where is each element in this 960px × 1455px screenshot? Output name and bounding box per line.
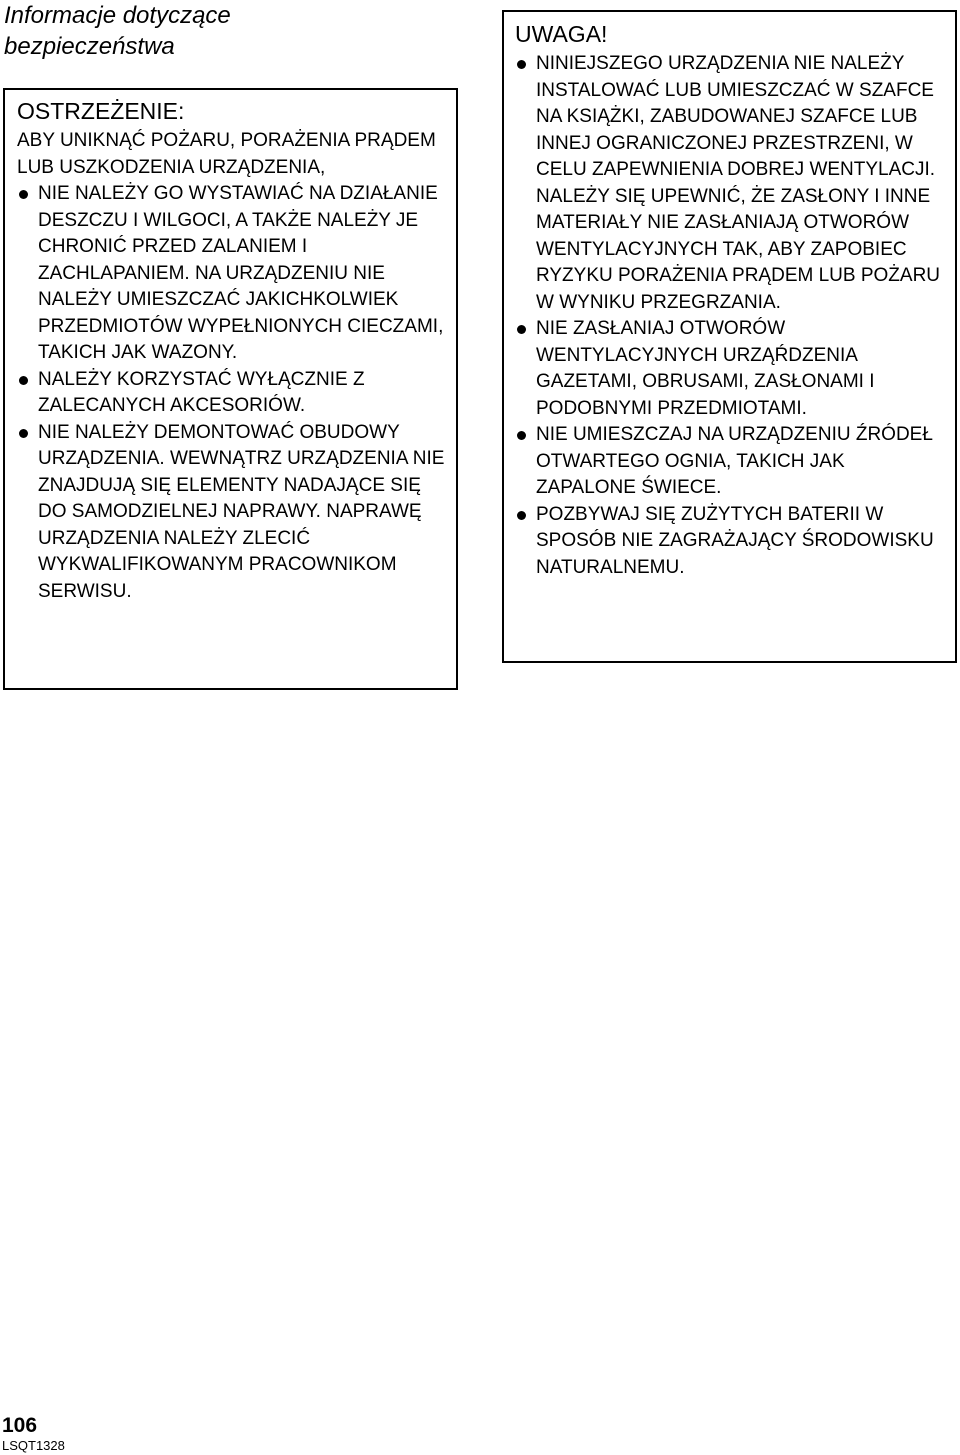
bullet-icon — [19, 376, 28, 385]
warning-item — [17, 367, 446, 420]
caution-item-text: NINIEJSZEGO URZĄDZENIA NIE NALEŻY INSTALOWAĆ LUB UMIESZCZAĆ W SZAFCE NA KSIĄŻKI, ZABUDOWANEJ SZAFCE LUB INNEJ OGRANICZONEJ PRZESTRZENI, W CELU ZAPEWNIENIA DOBREJ WENTYLACJI. NALEŻY SIĘ UPEWNIĆ, ŻE ZASŁONY I INNE MATERIAŁY NIE ZASŁANIAJĄ OTWORÓW WENTYLACYJNYCH TAK, ABY ZAPOBIEC RYZYKU PORAŻENIA PRĄDEM LUB POŻARU W WYNIKU PRZEGRZANIA. — [536, 53, 941, 313]
bullet-icon — [517, 511, 526, 520]
page-number: 106 — [2, 1414, 38, 1437]
bullet-icon — [19, 429, 28, 438]
caution-item — [515, 422, 945, 502]
warning-item-text: NIE NALEŻY GO WYSTAWIAĆ NA DZIAŁANIE DESZCZU I WILGOCI, A TAKŻE NALEŻY JE CHRONIĆ PRZED ZALANIEM I ZACHLAPANIEM. NA URZĄDZENIU NIE NALEŻY UMIESZCZAĆ JAKICHKOLWIEK PRZEDMIOTÓW WYPEŁNIONYCH CIECZAMI, TAKICH JAK WAZONY. — [38, 183, 444, 363]
caution-item — [515, 502, 945, 582]
caution-list — [515, 51, 945, 581]
warning-heading: OSTRZEŻENIE: — [17, 98, 185, 124]
document-code: LSQT1328 — [2, 1438, 65, 1453]
page-title-line-1: Informacje dotyczące — [4, 2, 231, 29]
warning-box — [3, 88, 458, 690]
caution-item-text: NIE UMIESZCZAJ NA URZĄDZENIU ŹRÓDEŁ OTWARTEGO OGNIA, TAKICH JAK ZAPALONE ŚWIECE. — [536, 424, 933, 498]
bullet-icon — [19, 190, 28, 199]
warning-intro: ABY UNIKNĄĆ POŻARU, PORAŻENIA PRĄDEM LUB USZKODZENIA URZĄDZENIA, — [17, 130, 436, 178]
caution-item — [515, 316, 945, 422]
caution-item — [515, 51, 945, 316]
warning-item-text: NALEŻY KORZYSTAĆ WYŁĄCZNIE Z ZALECANYCH AKCESORIÓW. — [38, 368, 365, 416]
warning-item-text: NIE NALEŻY DEMONTOWAĆ OBUDOWY URZĄDZENIA. WEWNĄTRZ URZĄDZENIA NIE ZNAJDUJĄ SIĘ ELEMENTY NADAJĄCE SIĘ DO SAMODZIELNEJ NAPRAWY. NAPRAWĘ URZĄDZENIA NALEŻY ZLECIĆ WYKWALIFIKOWANYM PRACOWNIKOM SERWISU. — [38, 421, 445, 602]
caution-box — [502, 10, 957, 663]
page-title-line-2: bezpieczeństwa — [4, 33, 175, 60]
bullet-icon — [517, 60, 526, 69]
page-title — [4, 0, 231, 62]
caution-heading: UWAGA! — [515, 21, 608, 47]
bullet-icon — [517, 325, 526, 334]
warning-list — [17, 181, 446, 605]
caution-item-text: NIE ZASŁANIAJ OTWORÓW WENTYLACYJNYCH URZĄŔDZENIA GAZETAMI, OBRUSAMI, ZASŁONAMI I PODOBNYMI PRZEDMIOTAMI. — [536, 318, 875, 419]
warning-item — [17, 420, 446, 606]
bullet-icon — [517, 431, 526, 440]
warning-item — [17, 181, 446, 367]
caution-item-text: POZBYWAJ SIĘ ZUŻYTYCH BATERII W SPOSÓB NIE ZAGRAŻAJĄCY ŚRODOWISKU NATURALNEMU. — [536, 503, 934, 578]
